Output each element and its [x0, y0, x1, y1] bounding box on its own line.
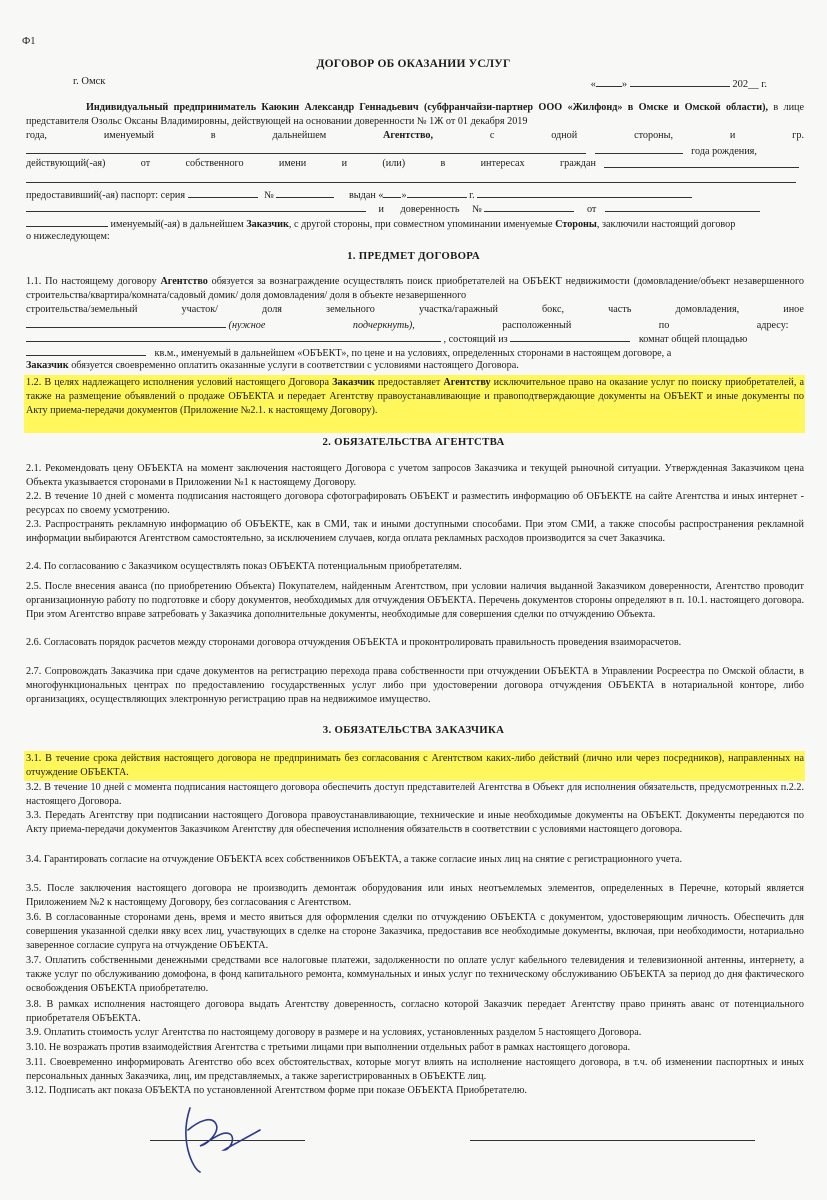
preamble-word: (или)	[382, 158, 406, 169]
preamble-word: в	[210, 130, 216, 141]
preamble-line-7	[26, 201, 804, 217]
clause-2-6: 2.6. Согласовать порядок расчетов между сторонами договора отчуждения ОБЪЕКТА и проконтролировать правильность проведения взаиморасчетов.	[26, 637, 682, 648]
preamble-word: гр.	[792, 130, 804, 141]
clause-word: иное	[783, 304, 804, 315]
passport-number-blank	[276, 187, 334, 198]
clause-1-2	[26, 376, 804, 418]
rooms-blank	[510, 331, 630, 342]
clause-word: (нужное	[228, 320, 266, 331]
customer-name-blank	[26, 143, 586, 154]
document-title: ДОГОВОР ОБ ОКАЗАНИИ УСЛУГ	[316, 58, 511, 70]
issued-by-blank	[477, 187, 692, 198]
city-date-line	[45, 76, 767, 90]
citizens-blank	[604, 157, 799, 168]
citizens-blank-wrap	[604, 157, 799, 173]
clause-1-1	[26, 275, 804, 303]
clause-text: обязуется своевременно оплатить оказанные услуги в соответствии с условиями настоящего Договора.	[68, 360, 519, 371]
clause-word: земельного	[326, 304, 375, 315]
preamble-word: и	[729, 130, 736, 141]
clause-3-10: 3.10. Не возражать против взаимодействия Агентства с третьими лицами при выполнении отдельных работ в рамках настоящего договора.	[26, 1042, 631, 1053]
clause-3-6: 3.6. В согласованные сторонами день, время и место явиться для оформления сделки по отчуждению ОБЪЕКТА с документом, удостоверяющим личность. Обеспечить для совершения указанной сделки явку всех лиц, участвующих в сделке на стороне Заказчика, предоставив все необходимые документы, включая, при необходимости, нотариально заверенное согласие супруга на отчуждение ОБЪЕКТА.	[26, 912, 804, 951]
preamble-word: имени	[278, 158, 307, 169]
clause-3-12: 3.12. Подписать акт показа ОБЪЕКТА по установленной Агентством форме при показе ОБЪЕКТА Приобретателю.	[26, 1085, 527, 1096]
contract-date	[591, 76, 767, 90]
clause-2-1: 2.1. Рекомендовать цену ОБЪЕКТА на момент заключения настоящего Договора с учетом запросов Заказчика и текущей рыночной ситуации. Утвержденная Заказчиком цена Объекта указывается сторонами в Приложении №1 к настоящему Договору.	[26, 463, 804, 488]
customer-term: Заказчик	[246, 219, 289, 230]
poa-date-blank	[605, 201, 760, 212]
issued-label: выдан «	[349, 190, 384, 201]
number-sign: №	[472, 204, 482, 215]
poa-number-blank	[484, 201, 574, 212]
preamble-line-9: о нижеследующем:	[26, 231, 110, 242]
preamble-word: действующий(-ая)	[26, 158, 106, 169]
clause-1-1-line-7	[26, 359, 804, 373]
handwritten-signature	[160, 1100, 270, 1175]
clause-3-8: 3.8. В рамках исполнения настоящего договора выдать Агентству доверенность, согласно которой Заказчик передает Агентству право принять аванс от потенциального приобретателя ОБЪЕКТА.	[26, 999, 804, 1024]
clause-word: строительства/земельный	[26, 304, 138, 315]
preamble-word: интересах	[480, 158, 525, 169]
customer-term: Заказчик	[332, 377, 375, 388]
preamble-word: и	[378, 204, 384, 215]
clause-3-7: 3.7. Оплатить собственными денежными средствами все налоговые платежи, задолженности по оплате услуг кабельного телевидения и телевизионной антенны, интернету, а также услуг по обслуживанию домофона, в фонд капитального ремонта, коммунальных и иных услуг по техническому обслуживанию ОБЪЕКТА за период до дня фактического освобождения ОБЪЕКТА приобретателю.	[26, 955, 804, 994]
clause-word: подчеркнуть),	[352, 320, 415, 331]
clause-2-7: 2.7. Сопровождать Заказчика при сдаче документов на регистрацию перехода права собственности при отчуждении ОБЪЕКТА в Управлении Росреестра по Омской области, в многофункциональных центрах по предоставлению государственных услуг либо при удостоверении договора отчуждения ОБЪЕКТА в нотариальной конторе, либо организациях, осуществляющих электронную регистрацию прав на недвижимое имущество.	[26, 666, 804, 705]
clause-word: домовладения,	[675, 304, 740, 315]
clause-text: 1.2. В целях надлежащего исполнения условий настоящего Договора	[26, 377, 333, 388]
clause-3-4: 3.4. Гарантировать согласие на отчуждение ОБЪЕКТА всех собственников ОБЪЕКТА, а также согласие иных лиц на снятие с регистрационного учета.	[26, 854, 682, 865]
customer-term: Заказчик	[26, 360, 69, 371]
date-month-blank	[630, 76, 730, 87]
clause-word: расположенный	[502, 320, 572, 331]
preamble-word: от	[140, 158, 151, 169]
clause-word: доля	[262, 304, 282, 315]
clause-3-9: 3.9. Оплатить стоимость услуг Агентства по настоящему договору в размере и на условиях, установленных разделом 5 настоящего Договора.	[26, 1027, 642, 1038]
concluded-text: , заключили настоящий договор	[596, 219, 736, 230]
agency-term: Агентству	[443, 377, 491, 388]
customer-signature-line	[470, 1140, 755, 1141]
parties-term: Стороны	[555, 219, 597, 230]
clause-text: кв.м., именуемый в дальнейшем «ОБЪЕКТ», по цене и на условиях, определенных сторонами в настоящем договоре, а	[154, 348, 672, 359]
preamble-word: граждан	[559, 158, 596, 169]
from-label: от	[586, 204, 597, 215]
clause-word: по	[658, 320, 670, 331]
area-blank	[26, 345, 146, 356]
agency-party-name: Индивидуальный предприниматель Каюкин Александр Геннадьевич (субфранчайзи-партнер ООО «Жилфонд» в Омске и Омской области),	[86, 102, 769, 113]
preamble-word: с	[489, 130, 495, 141]
issued-month-blank	[407, 187, 467, 198]
representative-text: в лице представителя Озольс Оксаны Владимировны, действующей на основании доверенности № 1Ж от 01 декабря 2019	[26, 102, 805, 127]
birth-year-blank	[595, 143, 683, 154]
clause-text: 1.1. По настоящему договору	[26, 276, 161, 287]
clause-2-3: 2.3. Распространять рекламную информацию об ОБЪЕКТЕ, как в СМИ, так и иными доступными способами. При этом СМИ, а также способы распространения рекламной информации выбираются Агентством самостоятельно, за исключением случаев, когда оплата рекламных расходов производится за счет Заказчика.	[26, 519, 804, 544]
passport-label: предоставивший(-ая) паспорт: серия	[26, 190, 186, 201]
preamble-word: года,	[26, 130, 47, 141]
clause-2-4: 2.4. По согласованию с Заказчиком осуществлять показ ОБЪЕКТА потенциальным приобретателям.	[26, 561, 462, 572]
section-3-title: 3. ОБЯЗАТЕЛЬСТВА ЗАКАЗЧИКА	[322, 724, 505, 736]
date-year: 202__ г.	[732, 79, 767, 90]
line-start-blank	[26, 216, 108, 227]
preamble-word: именуемый	[103, 130, 154, 141]
parties-intro: , с другой стороны, при совместном упоминании именуемые	[288, 219, 556, 230]
preamble-word: одной	[551, 130, 578, 141]
birth-year-label: года рождения,	[691, 146, 757, 157]
customer-intro: именуемый(-ая) в дальнейшем	[110, 219, 247, 230]
clause-3-1: 3.1. В течение срока действия настоящего договора не предпринимать без согласования с Агентством каких-либо действий (лично или через посредников), направленных на отчуждение ОБЪЕКТА.	[26, 753, 804, 778]
year-label: г.	[469, 190, 475, 201]
passport-series-blank	[188, 187, 258, 198]
preamble-word: дальнейшем	[272, 130, 327, 141]
full-line-blank	[26, 172, 796, 183]
clause-word: участок/	[181, 304, 218, 315]
city: г. Омск	[73, 76, 106, 87]
date-day-blank	[596, 76, 622, 87]
rooms-label: , состоящий из	[443, 334, 508, 345]
issued-day-blank	[383, 187, 401, 198]
preamble-line-2	[26, 129, 804, 143]
preamble-word: в	[440, 158, 446, 169]
form-code: Ф1	[22, 36, 36, 47]
date-open-quote: «	[590, 79, 596, 90]
section-2-title: 2. ОБЯЗАТЕЛЬСТВА АГЕНТСТВА	[322, 436, 505, 448]
clause-3-11: 3.11. Своевременно информировать Агентство обо всех обстоятельствах, которые могут влиять на исполнение настоящего договора, в т.ч. об изменении паспортных и иных персональных данных Заказчика, лиц, им представляемых, а также зарегистрированных в ОБЪЕКТЕ лиц.	[26, 1057, 804, 1082]
clause-1-1-line-3	[26, 303, 804, 317]
preamble-paragraph	[26, 101, 804, 129]
preamble-line-5	[26, 172, 804, 188]
preamble-line-4	[26, 157, 596, 171]
clause-text: обязуется за вознаграждение осуществлять поиск приобретателей на ОБЪЕКТ недвижимости (домовладение/объект незавершенного строительства/квартира/комната/садовый домик/ доля домовладения/ доля в объекте незавершенного	[26, 276, 804, 301]
issuer-blank	[26, 201, 366, 212]
agency-term: Агентство,	[383, 130, 434, 141]
preamble-word: собственного	[185, 158, 244, 169]
clause-word: участка/гаражный	[418, 304, 498, 315]
date-close-quote: »	[621, 79, 628, 90]
clause-3-2: 3.2. В течение 10 дней с момента подписания настоящего договора обеспечить доступ представителей Агентства в Объект для исполнения обязательств, предусмотренных п.2.2. настоящего Договора.	[26, 782, 804, 807]
clause-text: предоставляет	[374, 377, 444, 388]
clause-2-5: 2.5. После внесения аванса (по приобретению Объекта) Покупателем, найденным Агентством, при условии наличия выданной Заказчиком доверенности, Агентство проводит организационную работу по подготовке и сбору документов, необходимых для отчуждения ОБЪЕКТА. Перечень документов стороны определяют в п. 10.1. настоящего договора. При этом Агентство вправе затребовать у Заказчика дополнительные документы, необходимые для совершения сделки по отчуждению Объекта.	[26, 581, 804, 620]
object-type-blank	[26, 317, 226, 328]
section-1-title: 1. ПРЕДМЕТ ДОГОВОРА	[347, 250, 480, 262]
agency-term: Агентство	[160, 276, 208, 287]
issued-quote: »	[401, 190, 407, 201]
number-sign: №	[264, 190, 274, 201]
clause-word: адресу:	[756, 320, 789, 331]
power-of-attorney-label: доверенность	[400, 204, 460, 215]
address-blank	[26, 331, 441, 342]
area-label: комнат общей площадью	[638, 334, 748, 345]
clause-text: исключительное право на оказание услуг по поиску приобретателей, а также на размещение объявлений о продаже ОБЪЕКТА и передает Агентству правоустанавливающие и правоподтверждающие документы на ОБЪЕКТ и иные документы по Акту приема-передачи документов (Приложение №2.1. к настоящему Договору).	[26, 377, 805, 416]
preamble-word: и	[341, 158, 348, 169]
clause-3-3: 3.3. Передать Агентству при подписании настоящего Договора правоустанавливающие, технические и иные необходимые документы на ОБЪЕКТ. Документы передаются по Акту приема-передачи документов Заказчиком Агентству для обеспечения исполнения обязательств в соответствии с условиями настоящего договора.	[26, 810, 804, 835]
clause-3-5: 3.5. После заключения настоящего договора не производить демонтаж оборудования или иных неотъемлемых элементов, определенных в Перечне, который является Приложением №2 к настоящему Договору, без согласования с Агентством.	[26, 883, 804, 908]
preamble-word: стороны,	[634, 130, 674, 141]
clause-word: часть	[608, 304, 632, 315]
clause-word: бокс,	[541, 304, 565, 315]
clause-2-2: 2.2. В течение 10 дней с момента подписания настоящего договора сфотографировать ОБЪЕКТ и разместить информацию об ОБЪЕКТЕ на сайте Агентства и иных интернет - ресурсах по своему усмотрению.	[26, 491, 804, 516]
